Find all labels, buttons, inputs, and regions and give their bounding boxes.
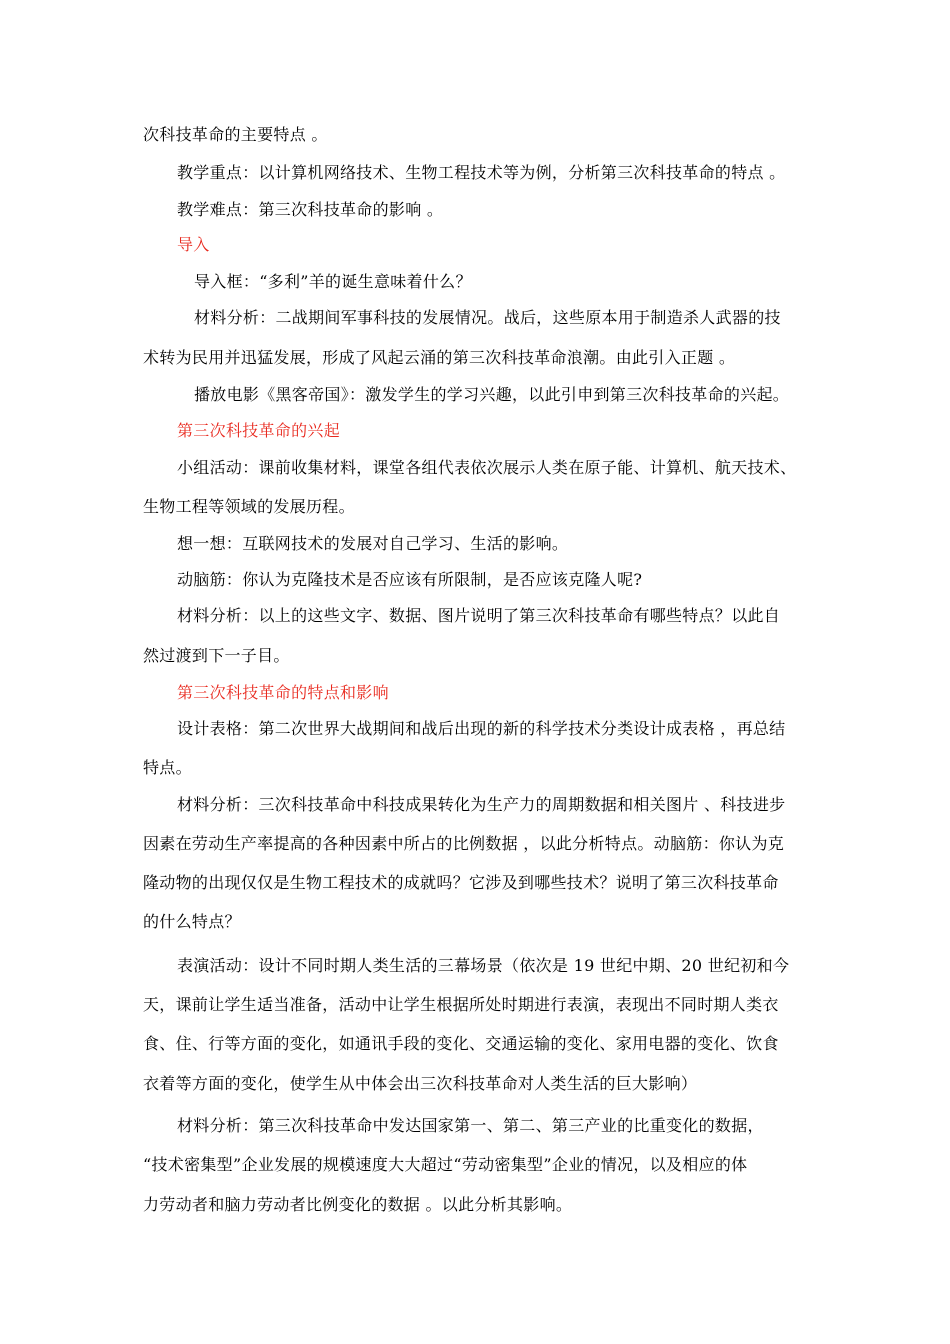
paragraph-line: 隆动物的出现仅仅是生物工程技术的成就吗？它涉及到哪些技术？说明了第三次科技革命: [143, 873, 779, 892]
paragraph-line: 设计表格：第二次世界大战期间和战后出现的新的科学技术分类设计成表格 ，再总结: [177, 719, 786, 738]
paragraph-line: 力劳动者和脑力劳动者比例变化的数据 。以此分析其影响。: [143, 1195, 573, 1214]
section-heading-intro: 导入: [177, 235, 210, 254]
paragraph-line: 衣着等方面的变化，使学生从中体会出三次科技革命对人类生活的巨大影响）: [143, 1074, 698, 1093]
paragraph-line: 次科技革命的主要特点 。: [143, 125, 328, 144]
paragraph-line: 因素在劳动生产率提高的各种因素中所占的比例数据 ，以此分析特点。动脑筋：你认为克: [143, 834, 785, 853]
paragraph-line: 表演活动：设计不同时期人类生活的三幕场景（依次是 19 世纪中期、20 世纪初和今: [177, 956, 790, 975]
paragraph-line: 播放电影《黑客帝国》：激发学生的学习兴趣，以此引申到第三次科技革命的兴起。: [194, 385, 790, 404]
teaching-difficulty-line: 教学难点：第三次科技革命的影响 。: [177, 200, 444, 219]
paragraph-line: 生物工程等领域的发展历程。: [143, 497, 355, 516]
paragraph-line: 特点。: [143, 758, 192, 777]
paragraph-line: 想一想：互联网技术的发展对自己学习、生活的影响。: [177, 534, 569, 553]
paragraph-line: 材料分析：以上的这些文字、数据、图片说明了第三次科技革命有哪些特点？以此自: [177, 606, 781, 625]
paragraph-line: 小组活动：课前收集材料，课堂各组代表依次展示人类在原子能、计算机、航天技术、: [177, 458, 797, 477]
paragraph-line: 材料分析：三次科技革命中科技成果转化为生产力的周期数据和相关图片 、科技进步: [177, 795, 786, 814]
paragraph-line: 材料分析：二战期间军事科技的发展情况。战后，这些原本用于制造杀人武器的技: [194, 308, 781, 327]
paragraph-line: 导入框：“多利”羊的诞生意味着什么？: [194, 272, 472, 291]
section-heading-features: 第三次科技革命的特点和影响: [177, 683, 389, 702]
paragraph-line: 天，课前让学生适当准备，活动中让学生根据所处时期进行表演，表现出不同时期人类衣: [143, 995, 779, 1014]
paragraph-line: 然过渡到下一子目。: [143, 646, 290, 665]
paragraph-line: 的什么特点？: [143, 912, 241, 931]
paragraph-line: 术转为民用并迅猛发展，形成了风起云涌的第三次科技革命浪潮。由此引入正题 。: [143, 348, 736, 367]
paragraph-line: 材料分析：第三次科技革命中发达国家第一、第二、第三产业的比重变化的数据，: [177, 1116, 764, 1135]
teaching-focus-line: 教学重点：以计算机网络技术、生物工程技术等为例，分析第三次科技革命的特点 。: [177, 163, 786, 182]
paragraph-line: 动脑筋：你认为克隆技术是否应该有所限制，是否应该克隆人呢?: [177, 570, 643, 589]
section-heading-rise: 第三次科技革命的兴起: [177, 421, 341, 440]
paragraph-line: “技术密集型”企业发展的规模速度大大超过“劳动密集型”企业的情况，以及相应的体: [143, 1155, 748, 1174]
paragraph-line: 食、住、行等方面的变化，如通讯手段的变化、交通运输的变化、家用电器的变化、饮食: [143, 1034, 779, 1053]
